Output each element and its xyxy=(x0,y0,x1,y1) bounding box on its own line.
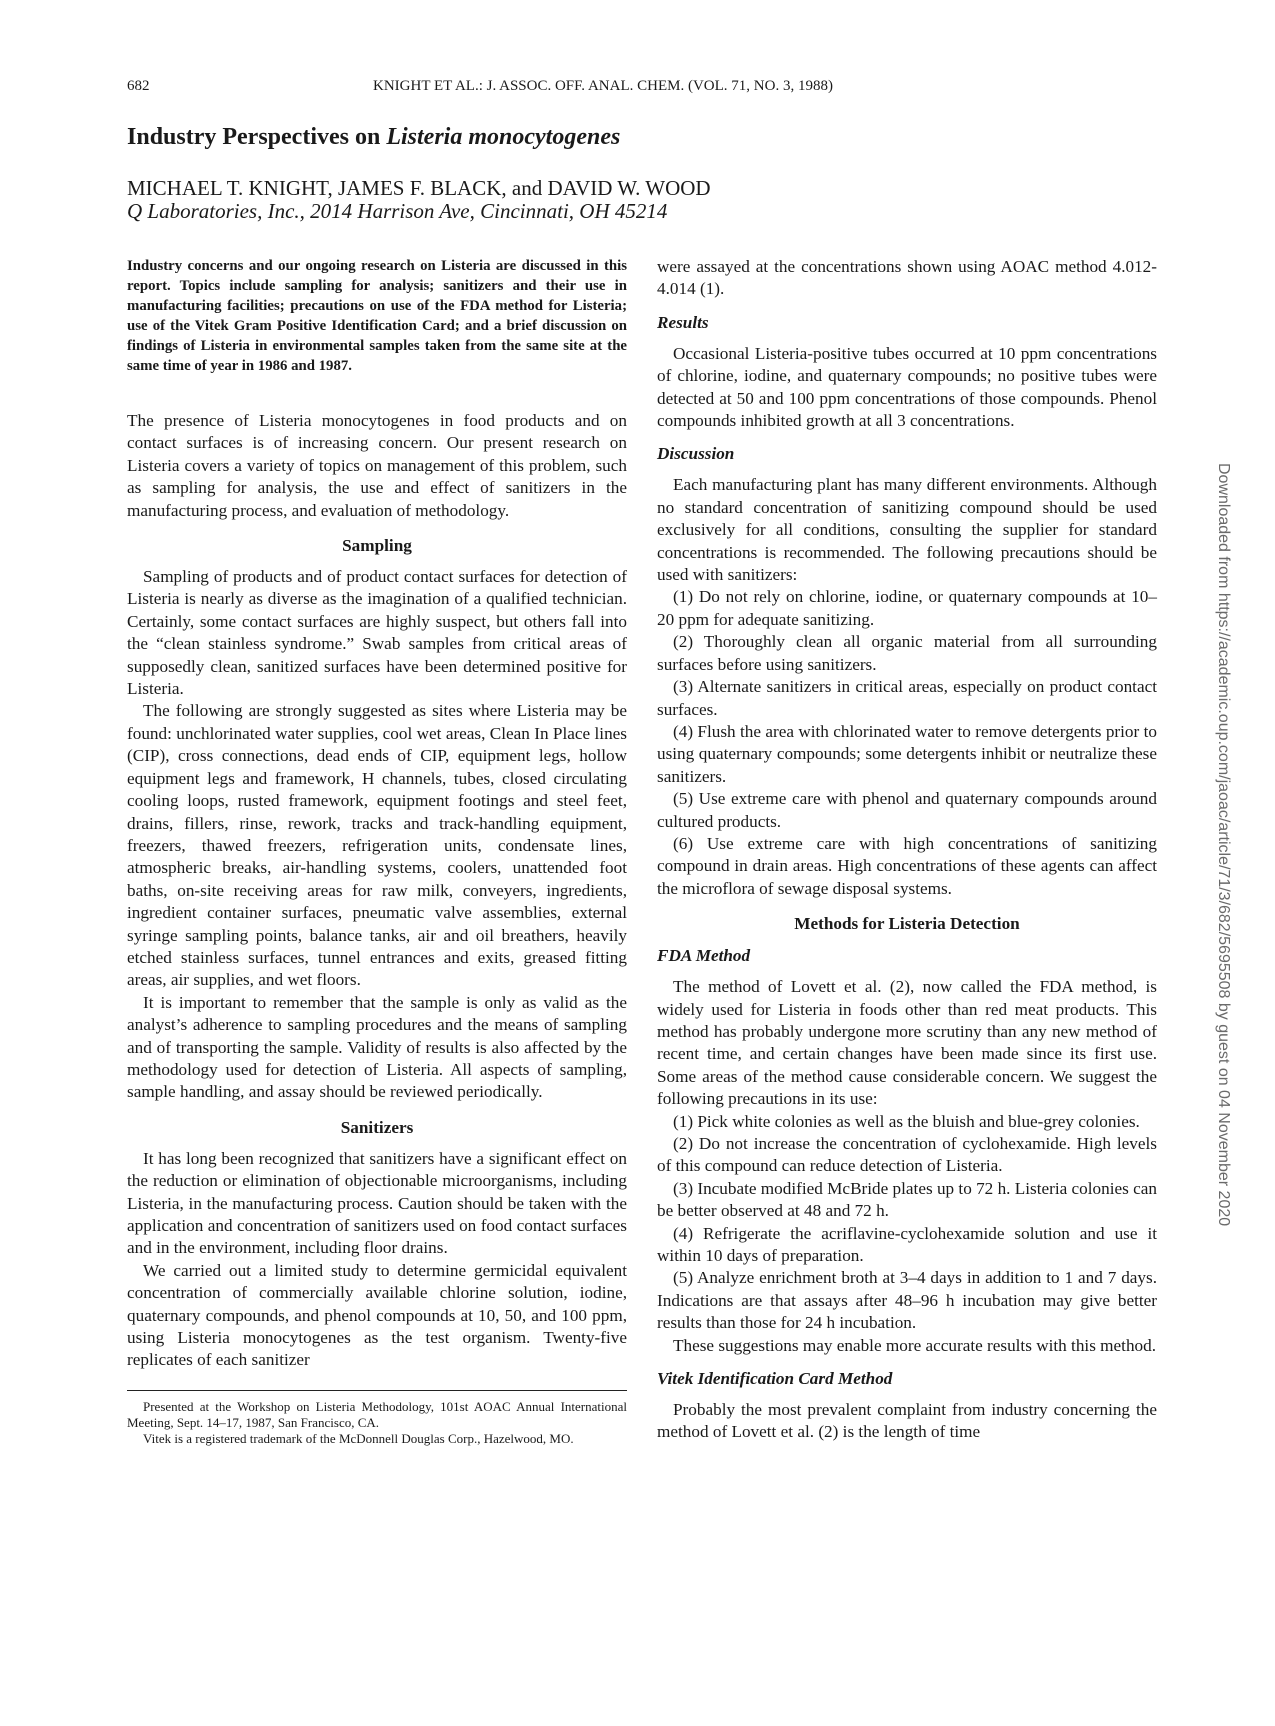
fda-precaution-5: (5) Analyze enrichment broth at 3–4 days in addition to 1 and 7 days. Indications are that assays after 48–96 h incubation may give better results than those for 24 h incubation. xyxy=(657,1268,1157,1333)
abstract: Industry concerns and our ongoing research on Listeria are discussed in this report. Topics include sampling for analysis; sanitizers and their use in manufacturing facilities; precautions on use of the FDA method for Listeria; use of the Vitek Gram Positive Identification Card; and a brief discussion on findings of Listeria in environmental samples taken from the same site at the same time of year in 1986 and 1987. xyxy=(127,258,627,374)
fda-precaution-2: (2) Do not increase the concentration of cyclohexamide. High levels of this compound can reduce detection of Listeria. xyxy=(657,1134,1157,1176)
intro-paragraph: The presence of Listeria monocytogenes in food products and on contact surfaces is of increasing concern. Our present research on Listeria covers a variety of topics on management of this problem, such as sampling for analysis, the use and effect of sanitizers in the manufacturing process, and evaluation of methodology. xyxy=(127,411,627,520)
sampling-paragraph-2: The following are strongly suggested as sites where Listeria may be found: unchlorinated water supplies, cool wet areas, Clean In Place lines (CIP), cross connections, dead ends of CIP, equipment legs, hollow equipment legs and framework, H channels, tubes, closed circulating cooling loops, rusted framework, equipment footings and steel feet, drains, fillers, rinse, rework, tracks and track-handling equipment, freezers, thawed freezers, refrigeration units, condensate lines, atmospheric breaks, air-handling systems, coolers, unattended foot baths, on-site receiving areas for raw milk, conveyers, ingredients, ingredient container surfaces, pneumatic valve assemblies, external syringe sampling points, balance tanks, air and oil breathers, heavily etched stainless surfaces, tunnel entrances and exits, greased fitting areas, air supplies, and wet floors. xyxy=(127,701,627,990)
right-column xyxy=(657,256,1157,1444)
fda-precaution-4: (4) Refrigerate the acriflavine-cyclohexamide solution and use it within 10 days of preparation. xyxy=(657,1223,1157,1266)
sampling-paragraph-1: Sampling of products and of product contact surfaces for detection of Listeria is nearly as diverse as the imagination of a qualified technician. Certainly, some contact surfaces are highly suspect, but others fall into the “clean stainless syndrome.” Swab samples from critical areas of supposedly clean, sanitized surfaces have been determined positive for Listeria. xyxy=(127,567,627,699)
fda-method-heading: FDA Method xyxy=(657,946,751,966)
left-column xyxy=(127,256,627,1447)
precaution-item-3: (3) Alternate sanitizers in critical areas, especially on product contact surfaces. xyxy=(657,677,1157,719)
page-number: 682 xyxy=(127,78,150,94)
sanitizers-paragraph-1: It has long been recognized that sanitizers have a significant effect on the reduction or elimination of objectionable microorganisms, including Listeria, in the manufacturing process. Caution should be taken with the application and concentration of sanitizers used on food contact surfaces and in the environment, including floor drains. xyxy=(127,1148,627,1258)
footnote-trademark: Vitek is a registered trademark of the McDonnell Douglas Corp., Hazelwood, MO. xyxy=(143,1430,574,1446)
precaution-item-2: (2) Thoroughly clean all organic material from all surrounding surfaces before using sanitizers. xyxy=(657,632,1157,674)
footnote-divider xyxy=(127,1390,627,1391)
download-notice xyxy=(1208,463,1240,1263)
article-title xyxy=(127,124,620,151)
title-text: Industry Perspectives on xyxy=(127,124,387,150)
results-heading: Results xyxy=(657,312,709,332)
fda-precaution-1: (1) Pick white colonies as well as the bluish and blue-grey colonies. xyxy=(673,1111,1140,1131)
discussion-heading: Discussion xyxy=(657,444,735,464)
author-list: MICHAEL T. KNIGHT, JAMES F. BLACK, and DAVID W. WOOD xyxy=(127,176,711,200)
methods-heading: Methods for Listeria Detection xyxy=(794,914,1020,934)
vitek-heading: Vitek Identification Card Method xyxy=(657,1369,893,1389)
sampling-paragraph-3: It is important to remember that the sample is only as valid as the analyst’s adherence to sampling procedures and the means of sampling and of transporting the sample. Validity of results is also affected by the methodology used for detection of Listeria. All aspects of sampling, sample handling, and assay should be reviewed periodically. xyxy=(127,992,627,1102)
vitek-paragraph: Probably the most prevalent complaint from industry concerning the method of Lovett et al. (2) is the length of time xyxy=(657,1400,1157,1442)
title-organism: Listeria monocytogenes xyxy=(386,124,621,150)
sampling-heading: Sampling xyxy=(342,536,412,556)
precaution-item-6: (6) Use extreme care with high concentrations of sanitizing compound in drain areas. High concentrations of these agents can affect the microflora of sewage disposal systems. xyxy=(657,833,1157,898)
fda-method-paragraph: The method of Lovett et al. (2), now called the FDA method, is widely used for Listeria in foods other than red meat products. This method has probably undergone more scrutiny than any new method of recent time, and certain changes have been made since its first use. Some areas of the method cause considerable concern. We suggest the following precautions in its use: xyxy=(657,977,1157,1109)
journal-reference: KNIGHT ET AL.: J. ASSOC. OFF. ANAL. CHEM. (VOL. 71, NO. 3, 1988) xyxy=(373,78,833,94)
sanitizers-paragraph-2: We carried out a limited study to determine germicidal equivalent concentration of commercially available chlorine solution, iodine, quaternary compounds, and phenol compounds at 10, 50, and 100 ppm, using Listeria monocytogenes as the test organism. Twenty-five replicates of each sanitizer xyxy=(127,1260,627,1370)
precaution-item-5: (5) Use extreme care with phenol and quaternary compounds around cultured products. xyxy=(657,789,1157,831)
precaution-item-4: (4) Flush the area with chlorinated water to remove detergents prior to using quaternary compounds; some detergents inhibit or neutralize these sanitizers. xyxy=(657,721,1157,786)
sanitizers-heading: Sanitizers xyxy=(340,1117,414,1137)
footnote-presented: Presented at the Workshop on Listeria Methodology, 101st AOAC Annual International Meeting, Sept. 14–17, 1987, San Francisco, CA. xyxy=(127,1398,627,1430)
suggestions-paragraph: These suggestions may enable more accurate results with this method. xyxy=(673,1335,1157,1355)
discussion-paragraph: Each manufacturing plant has many different environments. Although no standard concentration of sanitizing compound should be used exclusively for all conditions, consulting the supplier for standard concentrations is recommended. The following precautions should be used with sanitizers: xyxy=(657,475,1157,585)
continued-paragraph: were assayed at the concentrations shown using AOAC method 4.012-4.014 (1). xyxy=(657,257,1157,299)
download-notice-text: Downloaded from https://academic.oup.com/jaoac/article/71/3/682/5695508 by guest on 04 November 2020 xyxy=(1215,463,1232,1227)
precaution-item-1: (1) Do not rely on chlorine, iodine, or quaternary compounds at 10–20 ppm for adequate sanitizing. xyxy=(657,587,1157,629)
results-paragraph: Occasional Listeria-positive tubes occurred at 10 ppm concentrations of chlorine, iodine, and quaternary compounds; no positive tubes were detected at 50 and 100 ppm concentrations of those compounds. Phenol compounds inhibited growth at all 3 concentrations. xyxy=(657,343,1157,431)
fda-precaution-3: (3) Incubate modified McBride plates up to 72 h. Listeria colonies can be better observed at 48 and 72 h. xyxy=(657,1178,1157,1221)
affiliation: Q Laboratories, Inc., 2014 Harrison Ave, Cincinnati, OH 45214 xyxy=(127,199,668,223)
